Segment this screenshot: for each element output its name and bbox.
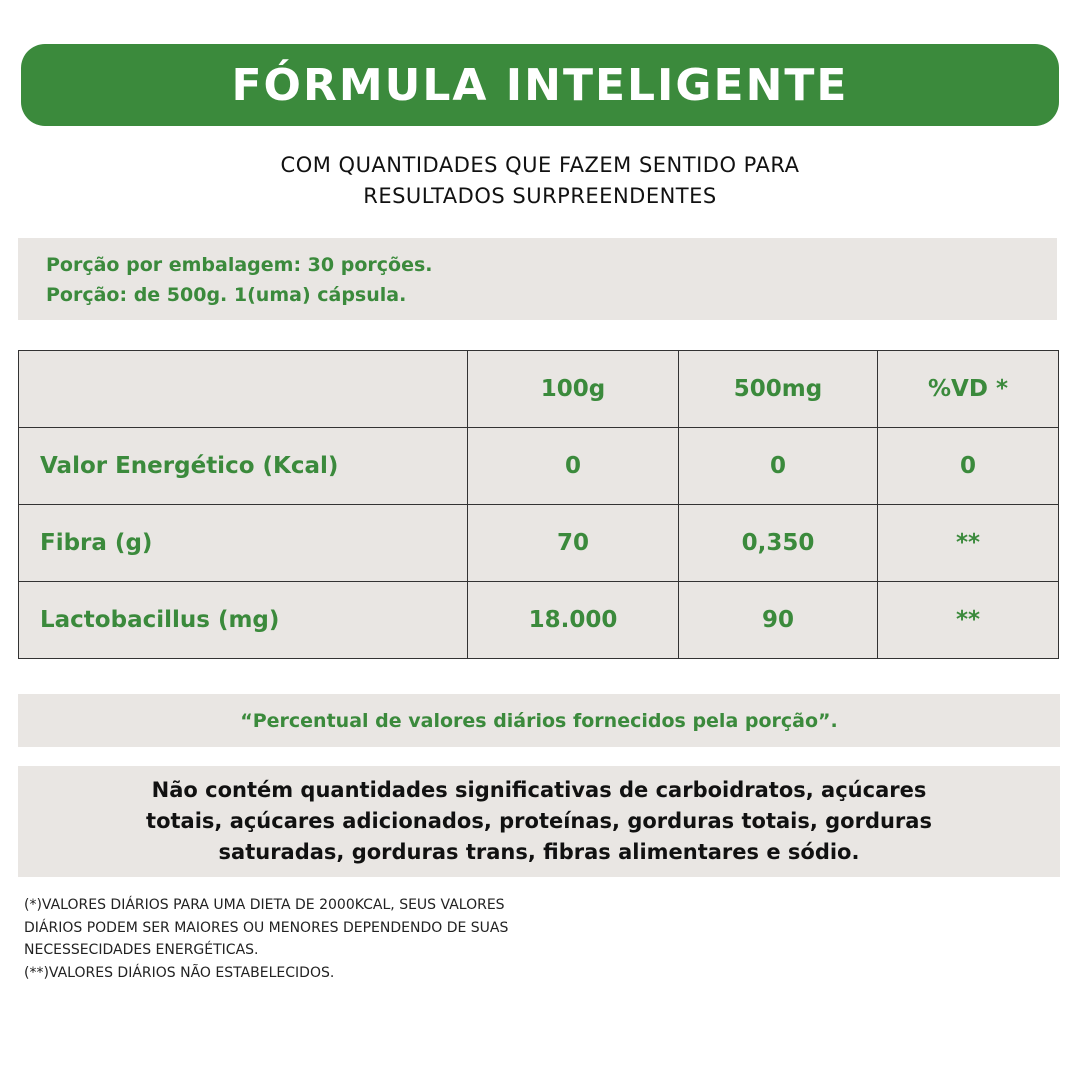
row-label: Lactobacillus (mg)	[19, 582, 468, 659]
table-row	[19, 428, 1059, 505]
footnote-line-3: NECESSECIDADES ENERGÉTICAS.	[24, 942, 259, 958]
footnote-line-2: DIÁRIOS PODEM SER MAIORES OU MENORES DEPENDENDO DE SUAS	[24, 919, 509, 936]
page-title: FÓRMULA INTELIGENTE	[231, 59, 849, 111]
header-500mg: 500mg	[679, 351, 878, 428]
cell-500mg: 0,350	[679, 505, 878, 582]
footnotes	[24, 894, 1044, 984]
title-banner	[21, 44, 1059, 126]
header-100g: 100g	[468, 351, 679, 428]
subtitle-line-1: COM QUANTIDADES QUE FAZEM SENTIDO PARA	[280, 153, 800, 177]
cell-vd: **	[878, 505, 1059, 582]
portion-size: Porção: de 500g. 1(uma) cápsula.	[46, 284, 407, 306]
cell-vd: 0	[878, 428, 1059, 505]
cell-100g: 70	[468, 505, 679, 582]
nutrition-table	[18, 350, 1059, 659]
row-label: Fibra (g)	[19, 505, 468, 582]
table-row	[19, 505, 1059, 582]
cell-500mg: 0	[679, 428, 878, 505]
cell-100g: 18.000	[468, 582, 679, 659]
daily-value-note	[18, 694, 1060, 747]
not-contains-line-2: totais, açúcares adicionados, proteínas, gorduras totais, gorduras	[146, 809, 932, 833]
not-contains-box	[18, 766, 1060, 877]
table-row	[19, 582, 1059, 659]
footnote-line-1: (*)VALORES DIÁRIOS PARA UMA DIETA DE 2000KCAL, SEUS VALORES	[24, 897, 505, 913]
not-contains-line-1: Não contém quantidades significativas de carboidratos, açúcares	[151, 778, 927, 802]
header-vd: %VD *	[878, 351, 1059, 428]
daily-value-note-text: “Percentual de valores diários fornecidos pela porção”.	[240, 709, 838, 732]
row-label: Valor Energético (Kcal)	[19, 428, 468, 505]
cell-100g: 0	[468, 428, 679, 505]
portion-per-package: Porção por embalagem: 30 porções.	[46, 254, 433, 276]
footnote-line-4: (**)VALORES DIÁRIOS NÃO ESTABELECIDOS.	[24, 964, 335, 981]
subtitle-line-2: RESULTADOS SURPREENDENTES	[363, 184, 717, 208]
header-empty-cell	[19, 351, 468, 428]
table-header-row	[19, 351, 1059, 428]
portion-info-box	[18, 238, 1057, 320]
cell-500mg: 90	[679, 582, 878, 659]
subtitle	[0, 150, 1080, 212]
cell-vd: **	[878, 582, 1059, 659]
not-contains-line-3: saturadas, gorduras trans, fibras alimentares e sódio.	[218, 840, 860, 864]
